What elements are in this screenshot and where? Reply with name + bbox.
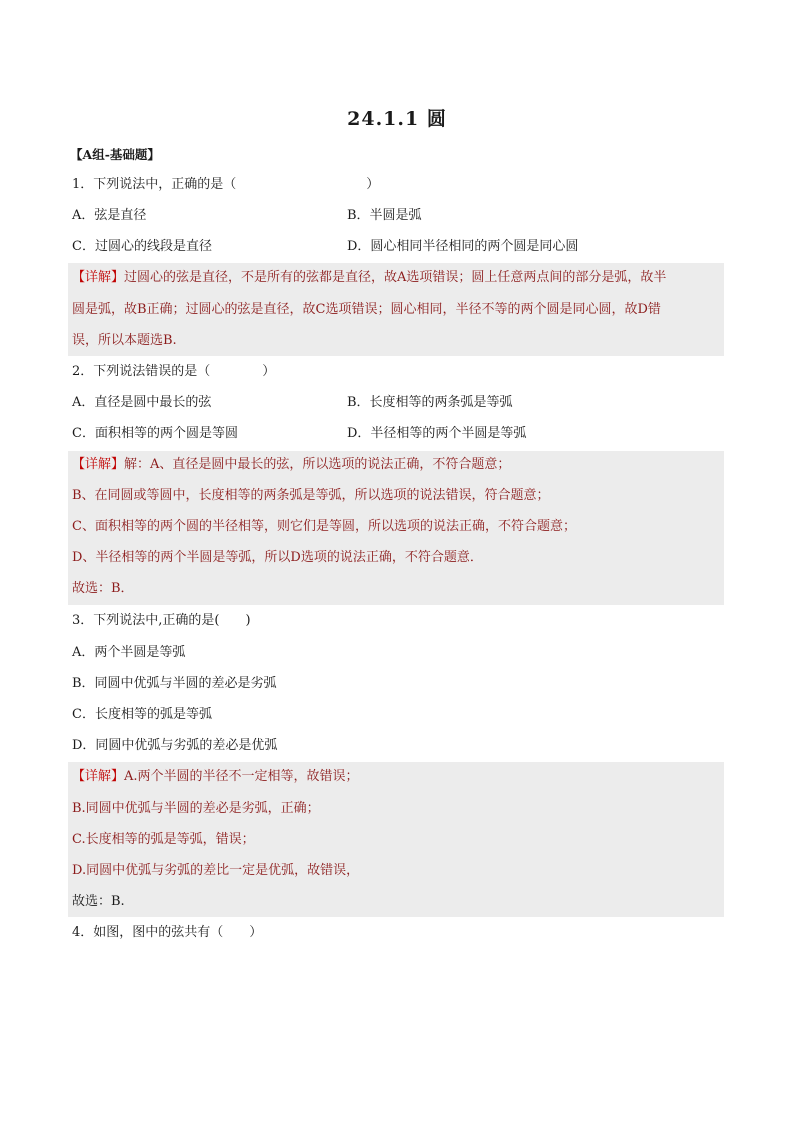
q3-answer-line-4: D.同圆中优弧与劣弧的差比一定是优弧，故错误， xyxy=(72,863,360,878)
q1-option-c: C．过圆心的线段是直径 xyxy=(72,239,212,254)
q3-option-b: B．同圆中优弧与半圆的差必是劣弧 xyxy=(72,676,277,691)
q2-answer-line-2: B、在同圆或等圆中，长度相等的两条弧是等弧，所以选项的说法错误，符合题意； xyxy=(72,488,550,503)
q1-option-b: B．半圆是弧 xyxy=(347,208,422,223)
q1-option-a: A．弦是直径 xyxy=(72,208,147,223)
q2-option-c: C．面积相等的两个圆是等圆 xyxy=(72,426,238,441)
q3-answer-line-1 xyxy=(72,767,359,787)
answer-text: A.两个半圆的半径不一定相等，故错误； xyxy=(124,769,359,784)
answer-tag: 【详解】 xyxy=(72,457,125,472)
q3-answer-line-3: C.长度相等的弧是等弧，错误； xyxy=(72,832,255,847)
q3-option-d: D．同圆中优弧与劣弧的差必是优弧 xyxy=(72,738,278,753)
q3-answer-line-5: 故选：B. xyxy=(72,894,125,909)
answer-text: 过圆心的弦是直径，不是所有的弦都是直径，故A选项错误；圆上任意两点间的部分是弧，故半 xyxy=(124,270,667,285)
q1-option-d: D．圆心相同半径相同的两个圆是同心圆 xyxy=(347,239,579,254)
q3-option-a: A．两个半圆是等弧 xyxy=(72,645,186,660)
q2-answer-line-5: 故选：B． xyxy=(72,581,134,596)
q1-answer-line-3: 误，所以本题选B. xyxy=(72,333,177,348)
question-2-stem: 2．下列说法错误的是（ ） xyxy=(72,364,276,379)
q3-option-c: C．长度相等的弧是等弧 xyxy=(72,707,212,722)
q1-answer-line-1 xyxy=(72,268,666,288)
page-title: 24.1.1 圆 xyxy=(347,108,447,130)
question-3-stem: 3．下列说法中,正确的是( ) xyxy=(72,613,251,628)
answer-tag: 【详解】 xyxy=(72,769,125,784)
q1-answer-line-2: 圆是弧，故B正确；过圆心的弦是直径，故C选项错误；圆心相同，半径不等的两个圆是同心圆，故D错 xyxy=(72,302,661,317)
q2-option-d: D．半径相等的两个半圆是等弧 xyxy=(347,426,527,441)
question-4-stem: 4．如图，图中的弦共有（ ） xyxy=(72,925,263,940)
q2-answer-line-4: D、半径相等的两个半圆是等弧，所以D选项的说法正确，不符合题意． xyxy=(72,550,483,565)
q3-answer-line-2: B.同圆中优弧与半圆的差必是劣弧，正确； xyxy=(72,801,320,816)
q2-answer-box xyxy=(68,451,724,605)
section-label: 【A组-基础题】 xyxy=(70,147,160,162)
q2-option-a: A．直径是圆中最长的弦 xyxy=(72,395,212,410)
q2-answer-line-1 xyxy=(72,455,510,475)
answer-tag: 【详解】 xyxy=(72,270,125,285)
q2-option-b: B．长度相等的两条弧是等弧 xyxy=(347,395,513,410)
q2-answer-line-3: C、面积相等的两个圆的半径相等，则它们是等圆，所以选项的说法正确，不符合题意； xyxy=(72,519,576,534)
question-1-stem: 1．下列说法中，正确的是（ ） xyxy=(72,177,380,192)
q1-answer-box xyxy=(68,263,724,356)
answer-text: 解：A、直径是圆中最长的弦，所以选项的说法正确，不符合题意； xyxy=(124,457,511,472)
q3-answer-box xyxy=(68,762,724,917)
